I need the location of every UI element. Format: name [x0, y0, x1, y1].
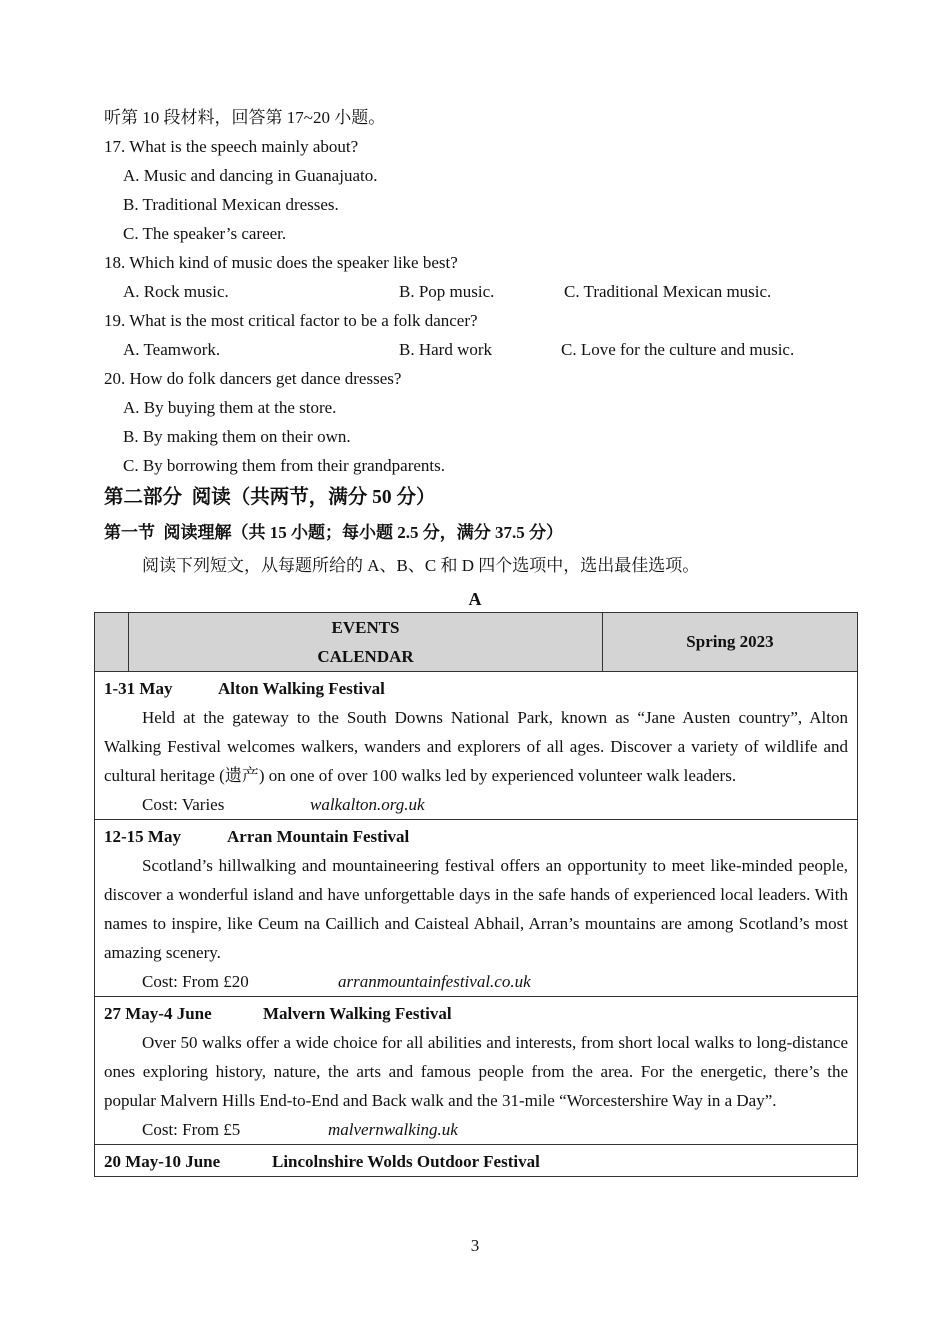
q18-option-b: B. Pop music.: [399, 282, 495, 301]
event-cost: Cost: From £5: [142, 1120, 241, 1139]
event-date: 1-31 May: [104, 679, 173, 698]
event-name: Alton Walking Festival: [218, 679, 385, 698]
q17-option-a: A. Music and dancing in Guanajuato.: [123, 166, 378, 185]
event-title: [104, 999, 848, 1028]
q20-option-c: C. By borrowing them from their grandparents.: [123, 456, 445, 475]
question-20: 20. How do folk dancers get dance dresses?: [104, 369, 402, 388]
event-name: Arran Mountain Festival: [227, 827, 410, 846]
calendar-title-line1: EVENTS: [331, 618, 400, 637]
q20-option-b: B. By making them on their own.: [123, 427, 351, 446]
page-number: 3: [470, 1236, 480, 1255]
events-calendar-table: [94, 612, 858, 1177]
event-name: Lincolnshire Wolds Outdoor Festival: [272, 1152, 540, 1171]
event-cost-line: [104, 790, 848, 819]
event-date: 12-15 May: [104, 827, 181, 846]
event-url: malvernwalking.uk: [328, 1120, 458, 1139]
event-name: Malvern Walking Festival: [263, 1004, 452, 1023]
q18-option-a: A. Rock music.: [123, 282, 229, 301]
calendar-season: Spring 2023: [686, 632, 774, 651]
header-blank-cell: [95, 613, 129, 671]
listening-instruction: 听第 10 段材料，回答第 17~20 小题。: [104, 108, 386, 127]
q20-option-a: A. By buying them at the store.: [123, 398, 337, 417]
question-18: 18. Which kind of music does the speaker like best?: [104, 253, 458, 272]
event-url: walkalton.org.uk: [310, 795, 425, 814]
q17-option-c: C. The speaker’s career.: [123, 224, 287, 243]
event-description: Scotland’s hillwalking and mountaineering festival offers an opportunity to meet like-minded people, discover a wonderful island and have unforgettable days in the safe hands of experienced local leaders. With names to inspire, like Ceum na Caillich and Caisteal Abhail, Arran’s mountains are among Scotland’s most amazing scenery.: [104, 856, 848, 962]
q19-option-c: C. Love for the culture and music.: [561, 340, 795, 359]
event-title: [104, 674, 848, 703]
passage-label: A: [468, 589, 482, 609]
question-17: 17. What is the speech mainly about?: [104, 137, 359, 156]
calendar-title: [129, 613, 603, 671]
event-url: arranmountainfestival.co.uk: [338, 972, 531, 991]
event-date: 27 May-4 June: [104, 1004, 212, 1023]
event-title: [104, 1147, 848, 1176]
calendar-header: [95, 613, 857, 672]
q18-option-c: C. Traditional Mexican music.: [564, 282, 772, 301]
q19-option-a: A. Teamwork.: [123, 340, 221, 359]
event-title: [104, 822, 848, 851]
event-description: Held at the gateway to the South Downs National Park, known as “Jane Austen country”, Alton Walking Festival welcomes walkers, wanders and explorers of all ages. Discover a variety of wildlife and cultural heritage (遗产) on one of over 100 walks led by experienced volunteer walk leaders.: [104, 708, 848, 785]
section-one-title: 第一节 阅读理解（共 15 小题；每小题 2.5 分，满分 37.5 分）: [104, 523, 563, 542]
calendar-title-line2: CALENDAR: [317, 647, 414, 666]
q19-option-b: B. Hard work: [399, 340, 493, 359]
event-cost: Cost: Varies: [142, 795, 225, 814]
question-19: 19. What is the most critical factor to be a folk dancer?: [104, 311, 478, 330]
event-cost-line: [104, 967, 848, 996]
q17-option-b: B. Traditional Mexican dresses.: [123, 195, 339, 214]
event-description: Over 50 walks offer a wide choice for all abilities and interests, from short local walks to long-distance ones exploring history, nature, the arts and famous people from the area. For the energetic, there’s the popular Malvern Hills End-to-End and Back walk and the 31-mile “Worcestershire Way in a Day”.: [104, 1033, 848, 1110]
event-row: [95, 1145, 857, 1176]
part-two-title: 第二部分 阅读（共两节，满分 50 分）: [104, 487, 436, 508]
reading-instruction: 阅读下列短文，从每题所给的 A、B、C 和 D 四个选项中，选出最佳选项。: [142, 556, 700, 575]
event-cost: Cost: From £20: [142, 972, 249, 991]
event-cost-line: [104, 1115, 848, 1144]
event-row: [95, 820, 857, 997]
event-date: 20 May-10 June: [104, 1152, 221, 1171]
event-row: [95, 672, 857, 820]
event-row: [95, 997, 857, 1145]
